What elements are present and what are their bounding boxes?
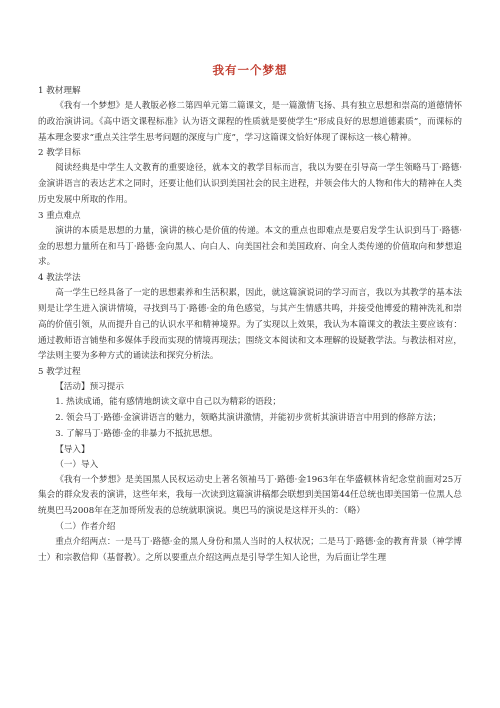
section-text-3: 演讲的本质是思想的力量，演讲的核心是价值的传递。本文的重点也即难点是要启发学生认识到马丁·路德·金的思想力量所在和马丁·路德·金向黑人、向白人、向美国社会和美国政府、向全人类传递的价值取向和梦想追求。 xyxy=(38,225,462,268)
subsection-heading-author: （二）作者介绍 xyxy=(55,521,116,532)
activity-tag: 【活动】预习提示 xyxy=(55,382,124,393)
section-heading-3: 3 重点难点 xyxy=(38,210,81,221)
section-text-2: 阅读经典是中学生人文教育的重要途径，就本文的教学目标而言，我以为要在引导高一学生领略马丁·路德·金演讲语言的表达艺术之同时，还要让他们认识到美国社会的民主进程，并领会伟大的人物和伟大的精神在人类历史发展中所取的作用。 xyxy=(38,163,462,205)
subsection-text-author: 重点介绍两点：一是马丁·路德·金的黑人身份和黑人当时的人权状况；二是马丁·路德·金的教育背景（神学博士）和宗教信仰（基督教）。之所以要重点介绍这两点是引导学生知人论世，为后面让学生理 xyxy=(38,536,462,563)
page-title: 我有一个梦想 xyxy=(212,63,288,77)
section-heading-1: 1 教材理解 xyxy=(38,86,81,96)
section-text-4: 高一学生已经具备了一定的思想素养和生活积累，因此，就这篇演说词的学习而言，我以为其教学的基本法则是让学生进入演讲情境，寻找到马丁·路德·金的角色感觉，与其产生情感共鸣，并接受他博爱的精神洗礼和崇高的价值引领，从而提升自己的认识水平和精神境界。为了实现以上效果，我认为本篇课文的教法主要应该有：通过教师语言铺垫和多媒体手段而实现的情境再现法；围绕文本阅读和文本理解的设疑教学法。与教法相对应，学法则主要为多种方式的诵读法和探究分析法。 xyxy=(38,288,462,362)
subsection-heading-intro: （一）导入 xyxy=(55,459,99,470)
intro-tag: 【导入】 xyxy=(55,444,90,455)
section-heading-2: 2 教学目标 xyxy=(38,148,81,159)
list-item: 3. 了解马丁·路德·金的非暴力不抵抗思想。 xyxy=(55,428,218,439)
list-item: 2. 领会马丁·路德·金演讲语言的魅力，领略其演讲激情，并能初步赏析其演讲语言中用到的修辞方法； xyxy=(55,412,442,423)
section-heading-4: 4 教法学法 xyxy=(38,273,81,284)
list-item: 1. 热读成诵，能有感情地朗读文章中自己以为精彩的语段； xyxy=(55,397,281,408)
subsection-text-intro: 《我有一个梦想》是美国黑人民权运动史上著名领袖马丁·路德·金1963年在华盛顿林肯纪念堂前面对25万集会的群众发表的演讲，这些年来，我每一次读到这篇演讲稿都会联想到美国第44任总统也即美国第一位黑人总统奥巴马2008年在芝加哥所发表的总统就职演说。奥巴马的演说是这样开头的：（略） xyxy=(38,474,462,517)
section-heading-5: 5 教学过程 xyxy=(38,367,81,378)
section-text-1: 《我有一个梦想》是人教版必修二第四单元第二篇课文，是一篇激情飞扬、具有独立思想和崇高的道德情怀的政治演讲词。《高中语文课程标准》认为语文课程的性质就是要使学生“形成良好的思想道德素质”，而课标的基本理念要求“重点关注学生思考问题的深度与广度”，学习这篇课文恰好体现了课标这一核心精神。 xyxy=(38,101,462,143)
